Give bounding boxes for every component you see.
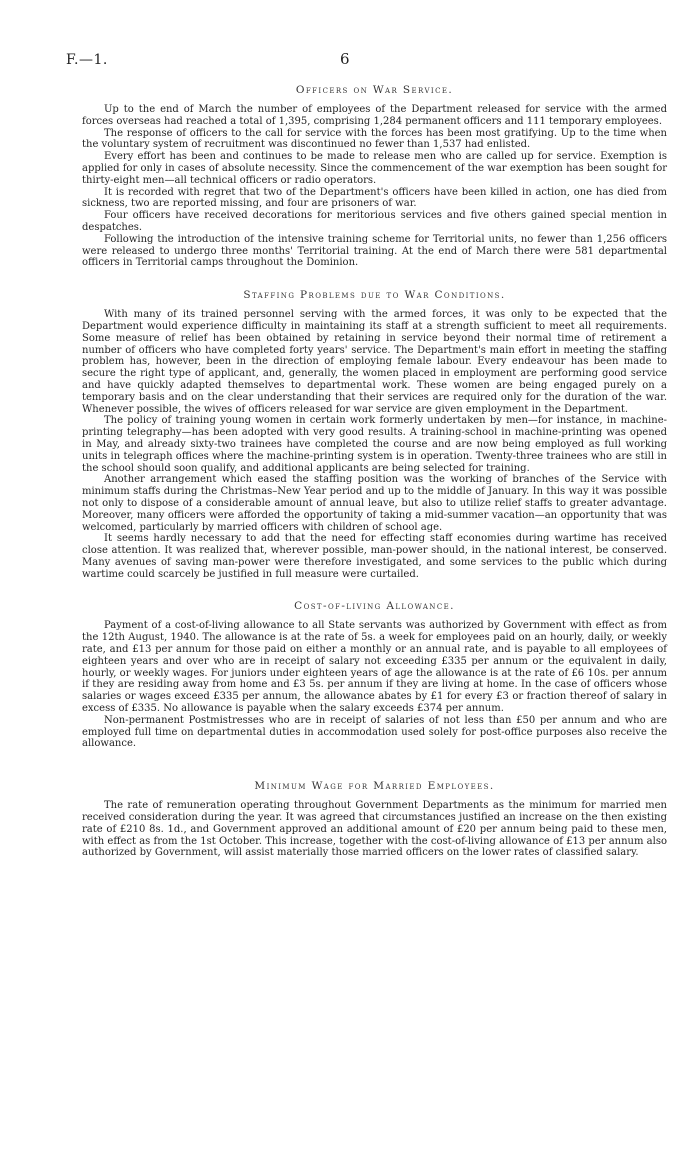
paragraph: Non-permanent Postmistresses who are in receipt of salaries of not less than £50 per annum and who are employed full time on departmental duties in accommodation used solely for post-office purposes also receive the allowance. [82, 714, 667, 750]
document-code: F.—1. [66, 52, 108, 68]
paragraph: Four officers have received decorations for meritorious services and five others gained special mention in despatches. [82, 210, 667, 233]
paragraph: Following the introduction of the intensive training scheme for Territorial units, no fewer than 1,256 officers were released to undergo three months' Territorial training. At the end of March there were 581 departmental officers in Territorial camps throughout the Dominion. [82, 233, 667, 269]
page-content [82, 84, 667, 859]
section-cost-of-living-allowance [82, 600, 667, 750]
section-minimum-wage [82, 780, 667, 859]
section-heading: Staffing Problems due to War Conditions. [243, 289, 506, 302]
section-heading: Minimum Wage for Married Employees. [254, 780, 495, 793]
paragraph: Every effort has been and continues to be made to release men who are called up for service. Exemption is applied for only in cases of absolute necessity. Since the commencement of the war exemption has been sought for thirty-eight men—all technical officers or radio operators. [82, 151, 667, 186]
page-number: 6 [340, 50, 350, 68]
section-heading: Cost-of-living Allowance. [294, 600, 455, 613]
paragraph: Payment of a cost-of-living allowance to all State servants was authorized by Government with effect as from the 12th August, 1940. The allowance is at the rate of 5s. a week for employees paid on an hourly, daily, or weekly rate, and £13 per annum for those paid on either a monthly or an annual rate, and is payable to all employees of eighteen years and over who are in receipt of salary not exceeding £335 per annum or the equivalent in daily, hourly, or weekly wages. For juniors under eighteen years of age the allowance is at the rate of £6 10s. per annum if they are residing away from home and £3 5s. per annum if they are living at home. In the case of officers whose salaries or wages exceed £335 per annum, the allowance abates by £1 for every £3 or fraction thereof of salary in excess of £335. No allowance is payable when the salary exceeds £374 per annum. [82, 620, 667, 715]
section-officers-on-war-service [82, 84, 667, 269]
paragraph: It seems hardly necessary to add that the need for effecting staff economies during wartime has received close attention. It was realized that, wherever possible, man-power should, in the national interest, be conserved. Many avenues of saving man-power were therefore investigated, and some services to the public which during wartime could scarcely be justified in full measure were curtailed. [82, 533, 667, 580]
paragraph: With many of its trained personnel serving with the armed forces, it was only to be expected that the Department would experience difficulty in maintaining its staff at a strength sufficient to meet all requirements. Some measure of relief has been obtained by retaining in service beyond their normal time of retirement a number of officers who have completed forty years' service. The Department's main effort in meeting the staffing problem has, however, been in the direction of employing female labour. Every endeavour has been made to secure the right type of applicant, and, generally, the women placed in employment are performing good service and have quickly adapted themselves to departmental work. These women are being engaged purely on a temporary basis and on the clear understanding that their services are required only for the duration of the war. Whenever possible, the wives of officers released for war service are given employment in the Department. [82, 309, 667, 415]
paragraph: It is recorded with regret that two of the Department's officers have been killed in action, one has died from sickness, two are reported missing, and four are prisoners of war. [82, 186, 667, 210]
paragraph: Up to the end of March the number of employees of the Department released for service with the armed forces overseas had reached a total of 1,395, comprising 1,284 permanent officers and 111 temporary employees. [82, 104, 667, 127]
paragraph: The response of officers to the call for service with the forces has been most gratifying. Up to the time when the voluntary system of recruitment was discontinued no fewer than 1,537 had enlisted. [82, 127, 667, 151]
paragraph: The policy of training young women in certain work formerly undertaken by men—for instance, in machine-printing telegraphy—has been adopted with very good results. A training-school in machine-printing was opened in May, and already sixty-two trainees have completed the course and are now being employed as full working units in telegraph offices where the machine-printing system is in operation. Twenty-three trainees who are still in the school should soon qualify, and additional applicants are being selected for training. [82, 415, 667, 474]
paragraph: Another arrangement which eased the staffing position was the working of branches of the Service with minimum staffs during the Christmas–New Year period and up to the middle of January. In this way it was possible not only to dispose of a considerable amount of annual leave, but also to utilize relief staffs to greater advantage. Moreover, many officers were afforded the opportunity of taking a mid-summer vacation—an opportunity that was welcomed, particularly by married officers with children of school age. [82, 474, 667, 533]
section-heading: Officers on War Service. [295, 84, 454, 96]
section-staffing-problems [82, 289, 667, 580]
paragraph: The rate of remuneration operating throughout Government Departments as the minimum for married men received consideration during the year. It was agreed that circumstances justified an increase on the then existing rate of £210 8s. 1d., and Government approved an additional amount of £20 per annum being paid to these men, with effect as from the 1st October. This increase, together with the cost-of-living allowance of £13 per annum also authorized by Government, will assist materially those married officers on the lower rates of classified salary. [82, 800, 667, 859]
